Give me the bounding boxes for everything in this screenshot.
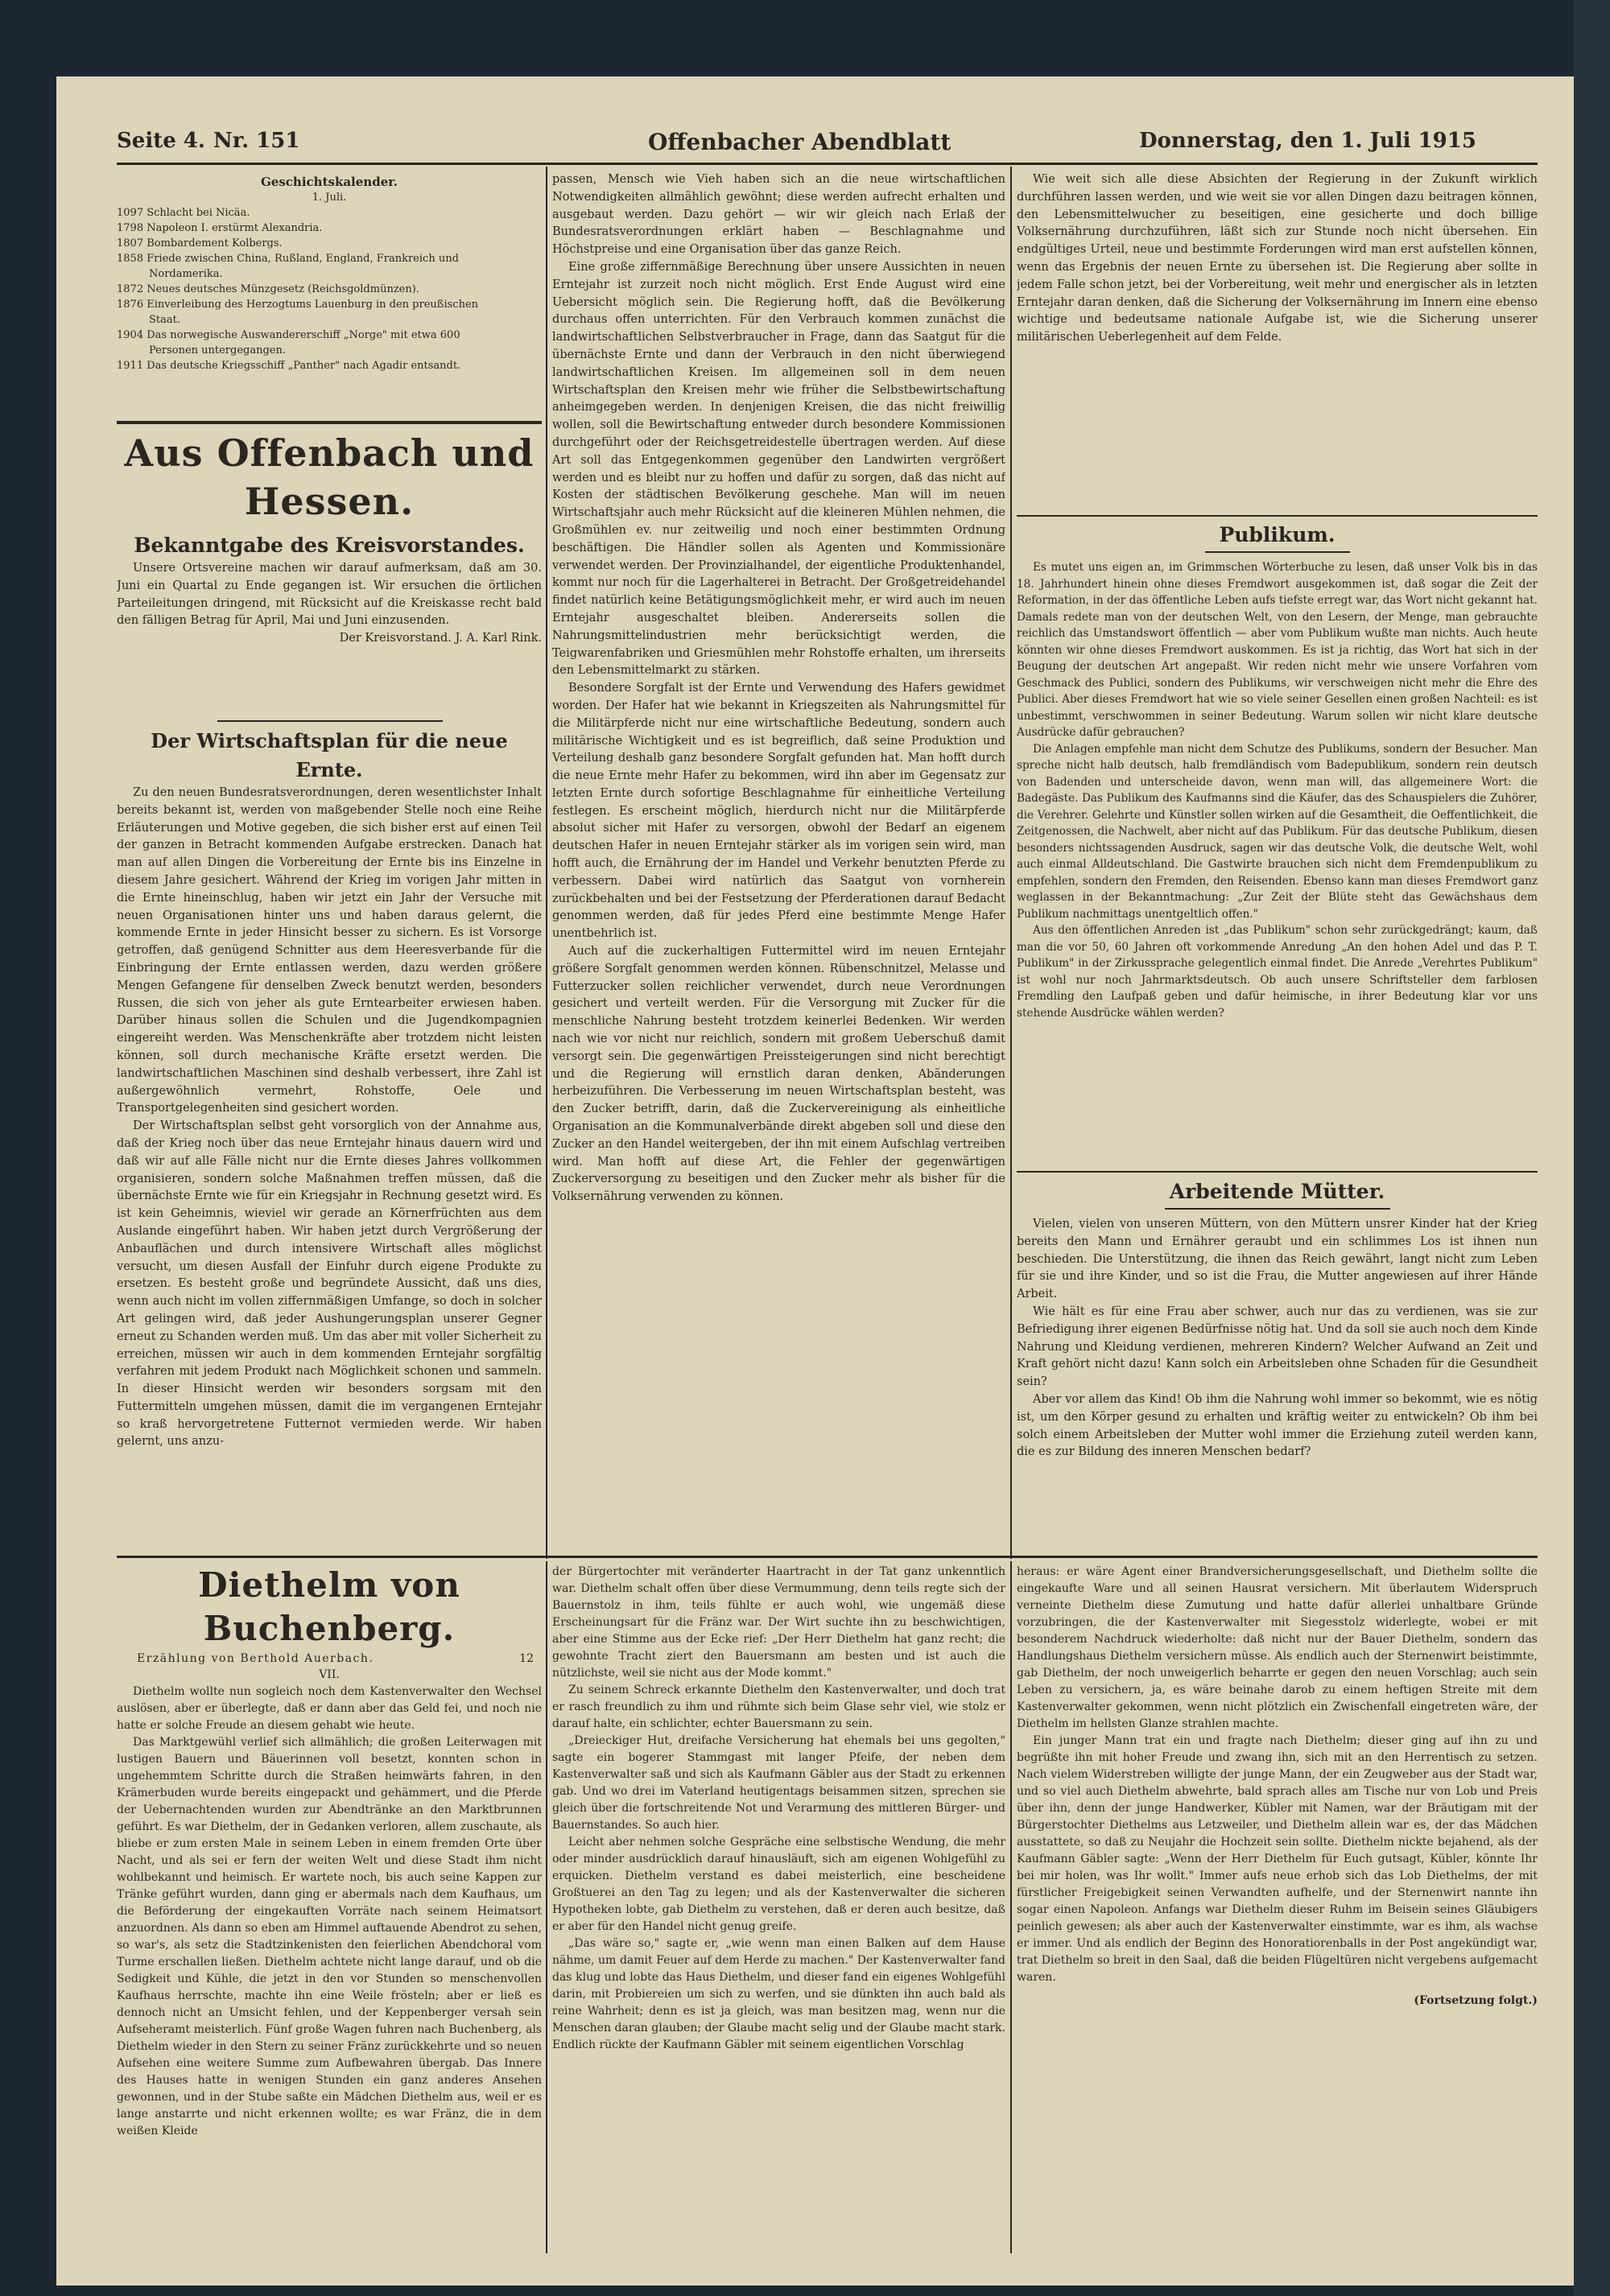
column-divider (1010, 1561, 1012, 2253)
article-paragraph: Der Wirtschaftsplan selbst geht vorsorglich von der Annahme aus, daß der Krieg noch über das neue Erntejahr hinaus dauern wird und daß wir auf alle Fälle nicht nur die Ernte dieses Jahres vollkommen organisieren, sondern solche Maßnahmen treffen müssen, daß die übernächste Ernte wie für ein Kriegsjahr in Rechnung gesetzt wird. Es ist kein Geheimnis, wieviel wir gerade an Körnerfrüchten aus dem Auslande eingeführt haben. Wir haben jetzt durch Vergrößerung der Anbauflächen und durch intensivere Wirtschaft alles möglichst versucht, um diesen Ausfall der Einfuhr durch eigene Produkte zu ersetzen. Es besteht große und begründete Aussicht, daß uns dies, wenn auch nicht im vollen ziffernmäßigen Umfange, so doch in solcher Art gelingen wird, daß jeder Aushungerungsplan unserer Gegner erneut zu Schanden werden muß. Um das aber mit voller Sicherheit zu erreichen, müssen wir auch in dem kommenden Erntejahr sorgfältig verfahren mit jedem Produkt nach Möglichkeit schonen und sammeln. In dieser Hinsicht werden wir besonders sorgsam mit den Futtermitteln umgehen müssen, damit die im vergangenen Erntejahr so kraß hervorgetretene Futternot vermieden werde. Wir haben gelernt, uns anzu- (117, 1119, 542, 1449)
serial-col1 (117, 1564, 542, 2272)
calendar-entry: Nordamerika. (149, 268, 223, 280)
article-paragraph: Vielen, vielen von unseren Müttern, von den Müttern unsrer Kinder hat der Krieg bereits den Mann und Ernährer geraubt und ein schlimmes Los ist ihnen nun beschieden. Die Unterstützung, die ihnen das Reich gewährt, langt nicht zum Leben für sie und ihre Kinder, und so ist die Frau, die Mutter angewiesen auf ihrer Hände Arbeit. (1017, 1218, 1538, 1301)
title-underline (1205, 551, 1350, 553)
column-divider (546, 1561, 547, 2253)
article-paragraph: Die Anlagen empfehle man nicht dem Schutze des Publikums, sondern der Besucher. Man spreche nicht halb deutsch, halb fremdländisch vom Badepublikum, sondern rein deutsch von Badenden und unterscheide davon, wenn man will, das allgemeinere Wort: die Badegäste. Das Publikum des Kaufmanns sind die Käufer, das des Schauspielers die Zuhörer, die Verehrer. Gelehrte und Künstler sollen wirken auf die Gesamtheit, die Oeffentlichkeit, die Zeitgenossen, die Nachwelt, aber nicht auf das Publikum. Für das deutsche Publikum, diesen besonders nichtssagenden Ausdruck, sagen wir das deutsche Volk, die deutsche Welt, wohl auch einmal Alldeutschland. Die Gastwirte brauchen sich nicht dem Fremdenpublikum zu empfehlen, sondern den Fremden, den Reisenden. Ebenso kann man dieses Fremdwort ganz weglassen in der Bekanntmachung: „Zur Zeit der Blüte steht das Gewächshaus dem Publikum nachmittags unentgeltlich offen." (1017, 742, 1538, 921)
calendar-entry: 1911 Das deutsche Kriegsschiff „Panther" nach Agadir entsandt. (117, 360, 461, 372)
calendar-entry: 1872 Neues deutsches Münzgesetz (Reichsgoldmünzen). (117, 283, 419, 295)
serial-col2 (552, 1564, 1005, 2272)
calendar-date: 1. Juli. (312, 192, 347, 204)
article-paragraph: Besondere Sorgfalt ist der Ernte und Verwendung des Hafers gewidmet worden. Der Hafer hat wie bekannt in Kriegszeiten als Nahrungsmittel für die Militärpferde nicht nur eine wirtschaftliche Bedeutung, sondern auch militärische Wichtigkeit und es ist begreiflich, daß seine Produktion und Verteilung deshalb ganz besondere Sorgfalt gefunden hat. Man hofft durch die neue Ernte mehr Hafer zu bekommen, wird ihn aber im Gegensatz zur letzten Ernte durch sofortige Beschlagnahme für einheitliche Verteilung festlegen. Es erscheint möglich, hierdurch nicht nur die Militärpferde absolut sicher mit Hafer zu versorgen, obwohl der Bedarf an eigenem deutschen Hafer in neuen Erntejahr stärker als im vorigen sein wird, man hofft auch, die Ernährung der im Handel und Verkehr benutzten Pferde zu verbessern. Dabei wird natürlich das Saatgut von vornherein zurückbehalten und bei der Festsetzung der Pferderationen darauf Bedacht genommen werden, daß für jedes Pferd eine bestimmte Menge Hafer unentbehrlich ist. (552, 682, 1005, 941)
publikum-title: Publikum. (1219, 523, 1335, 546)
calendar-entry: Personen untergegangen. (149, 344, 286, 357)
serial-paragraph: der Bürgertochter mit veränderter Haartracht in der Tat ganz unkenntlich war. Diethelm schalt offen über diese Vermummung, denn teils regte sich der Bauernstolz in ihm, teils fühlte er auch wohl, wie ungemäß diese Erscheinungsart für die Fränz war. Der Wirt suchte ihn zu beschwichtigen, aber eine Stimme aus der Ecke rief: „Der Herr Diethelm hat ganz recht; die gewohnte Tracht ziert den Bauersmann am besten und ist auch die nützlichste, weil sie nicht aus der Mode kommt." (552, 1565, 1005, 1680)
calendar-entry: 1858 Friede zwischen China, Rußland, England, Frankreich und (117, 253, 459, 265)
calendar-entry: Staat. (149, 314, 180, 326)
serial-paragraph: Zu seinem Schreck erkannte Diethelm den Kastenverwalter, und doch trat er rasch freundlich zu ihm und rühmte sich beim Glase sehr viel, wie stolz er darauf halte, ein schlichter, echter Bauersmann zu sein. (552, 1684, 1005, 1730)
article-paragraph: passen, Mensch wie Vieh haben sich an die neue wirtschaftlichen Notwendigkeiten allmählich gewöhnt; diese werden aufrecht erhalten und ausgebaut werden. Dazu gehört — wir wir gleich nach Erlaß der Bundesratsverordnungen erklärt haben — Beschlagnahme und Höchstpreise und eine Organisation über das ganze Reich. (552, 173, 1005, 257)
article-paragraph: Eine große ziffernmäßige Berechnung über unsere Aussichten in neuen Erntejahr ist zurzeit noch nicht möglich. Erst Ende August wird eine Uebersicht möglich sein. Die Regierung hofft, daß die Bevölkerung durchaus offen unterrichten. Für den Verbrauch kommen zunächst die landwirtschaftlichen Selbstverbraucher in Frage, dann das Saatgut für die übernächste Ernte und dann der Verbrauch in den nicht überwiegend landwirtschaftlichen Kreisen. Im allgemeinen soll in dem neuen Wirtschaftsplan den Kreisen mehr wie früher die Selbstbewirtschaftung anheimgegeben werden. In denjenigen Kreisen, die das nicht freiwillig wollen, soll die Bewirtschaftung entweder durch besondere Kommissionen durchgeführt oder der Reichsgetreidestelle übertragen werden. Auf diese Art soll das Entgegenkommen gegenüber den Landwirten vergrößert werden und es bleibt nur zu hoffen und dafür zu sorgen, daß das nicht auf Kosten der städtischen Bevölkerung geschehe. Man will im neuen Wirtschaftsjahr auch mehr Rücksicht auf die kleineren Mühlen nehmen, die Großmühlen ev. nur zeitweilig und noch einer bestimmten Ordnung beschäftigen. Die Händler sollen als Agenten und Kommissionäre verwendet werden. Der Provinzialhandel, der eigentliche Produktenhandel, kommt nur noch für die Lagerhalterei in Betracht. Der Großgetreidehandel findet natürlich keine Betätigungsmöglichkeit mehr, er wird auch im neuen Erntejahr ausgeschaltet bleiben. Andererseits sollen die Nahrungsmittelindustrien mehr berücksichtigt werden, die Teigwarenfabriken und Griesmühlen mehr Rohstoffe erhalten, um ihrerseits den Lebensmittelmarkt zu stärken. (552, 260, 1005, 678)
section-rule (117, 421, 542, 424)
calendar-entry: 1097 Schlacht bei Nicäa. (117, 207, 250, 219)
serial-col3 (1017, 1564, 1538, 2272)
calendar-entry: 1904 Das norwegische Auswandererschiff „Norge" mit etwa 600 (117, 329, 460, 341)
serial-paragraph: Leicht aber nehmen solche Gespräche eine selbstische Wendung, die mehr oder minder ausdrücklich darauf hinausläuft, sich am eigenen Wohlgefühl zu erquicken. Diethelm verstand es dabei meisterlich, eine bescheidene Großtuerei an den Tag zu legen; und als der Kastenverwalter die sicheren Hypotheken lobte, gab Diethelm zu verstehen, daß er deren auch besitze, daß er aber für den Handel nicht genug greife. (552, 1836, 1005, 1933)
short-rule (217, 720, 443, 722)
article-paragraph: Aus den öffentlichen Anreden ist „das Publikum" schon sehr zurückgedrängt; kaum, daß man die vor 50, 60 Jahren oft vorkommende Anredung „An den hohen Adel und das P. T. Publikum" in der Zirkussprache gelegentlich einmal findet. Die Anrede „Verehrtes Publikum" ist wohl nur noch Jahrmarktsdeutsch. Ob auch unsere Schriftsteller dem farblosen Fremdling den Laufpaß geben und dafür heimische, in ihrer Bedeutung klar vor uns stehende Ausdrücke wählen werden? (1017, 924, 1538, 1020)
issue-number: Nr. 151 (213, 129, 300, 153)
section-title: Aus Offenbach und Hessen. (124, 431, 535, 523)
serial-paragraph: Diethelm wollte nun sogleich noch dem Kastenverwalter den Wechsel auslösen, aber er überlegte, daß er dann aber das Geld fei, und noch nie hatte er solche Freude an diesem gehabt wie heute. (117, 1685, 542, 1732)
serial-paragraph: heraus: er wäre Agent einer Brandversicherungsgesellschaft, und Diethelm sollte die eingekaufte Ware und all seinen Hausrat versichern. Mit überlautem Widerspruch verneinte Diethelm diese Zumutung und hatte dafür allerlei unhaltbare Gründe vorzubringen, die der Kastenverwalter mit Siegesstolz widerlegte, wobei er mit besonderem Nachdruck wiederholte: daß nicht nur der Bauer Diethelm, sondern das Handlungshaus Diethelm versichern müsse. Als endlich auch der Sternenwirt beistimmte, gab Diethelm, der noch unweigerlich beharrte er gegen den neuen Vorschlag; auch sein Leben zu versichern, ja, es wäre beinahe darob zu einem heftigen Streite mit dem Kastenverwalter gekommen, wenn nicht plötzlich ein Zwischenfall eingetreten wäre, der Diethelm im hellsten Glanze strahlen machte. (1017, 1565, 1538, 1730)
serial-paragraph: „Dreieckiger Hut, dreifache Versicherung hat ehemals bei uns gegolten," sagte ein bogerer Stammgast mit langer Pfeife, der neben dem Kastenverwalter saß und sich als Kaufmann Gäbler aus der Stadt zu erkennen gab. Und wo drei im Vaterland heutigentags beisammen sitzen, sprechen sie gleich über die fortschreitende Not und Verarmung des mittleren Bürger- und Bauernstandes. So auch hier. (552, 1734, 1005, 1832)
article-paragraph: Zu den neuen Bundesratsverordnungen, deren wesentlichster Inhalt bereits bekannt ist, werden von maßgebender Stelle noch eine Reihe Erläuterungen und Motive gegeben, die sich bisher erst auf einen Teil der ganzen in Betracht kommenden Aufgabe erstrecken. Danach hat man auf allen Dingen die Vorbereitung der Ernte bis ins Einzelne in diesem Jahre gesichert. Während der Krieg im vorigen Jahr mitten in die Ernte hineinschlug, haben wir jetzt ein Jahr der Versuche mit neuen Organisationen hinter uns und haben daraus gelernt, die kommende Ernte in jeder Hinsicht besser zu sichern. Es ist Vorsorge getroffen, daß genügend Schnitter aus dem Heeresverbande für die Einbringung der Ernte entlassen werden, dazu werden größere Mengen Gefangene für denselben Zweck benutzt werden, besonders Russen, die sich von jeher als gute Erntearbeiter erwiesen haben. Darüber hinaus sollen die Schulen und die Jugendkompagnien eingereiht werden. Was Menschenkräfte aber trotzdem nicht leisten können, soll durch mechanische Kräfte ersetzt werden. Die landwirtschaftlichen Maschinen sind deshalb verbessert, ihre Zahl ist außergewöhnlich vermehrt, Rohstoffe, Oele und Transportgelegenheiten sind gesichert worden. (117, 786, 542, 1115)
mothers-title: Arbeitende Mütter. (1169, 1180, 1385, 1203)
newspaper-title: Offenbacher Abendblatt (648, 129, 952, 155)
local-section-header (117, 429, 542, 526)
article-paragraph: Es mutet uns eigen an, im Grimmschen Wörterbuche zu lesen, daß unser Volk bis in das 18. Jahrhundert hinein ohne dieses Fremdwort ausgekommen ist, daß sogar die Zeit der Reformation, in der das öffentliche Leben aufs tiefste erregt war, das Wort nicht gekannt hat. Damals redete man von der deutschen Welt, von den Lesern, der Menge, man gebrauchte reichlich das Umstandswort öffentlich — aber vom Publikum wußte man nichts. Auch heute könnten wir ohne dieses Fremdwort auskommen. Es ist ja richtig, das Wort hat sich in der Beugung der deutschen Art angepaßt. Wir reden nicht mehr wie unsere Vorfahren vom Geschmack des Publici, sondern des Publikums, wir verschweigen nicht mehr die Ehre des Publici. Aber dieses Fremdwort hat wie so viele seiner Gesellen einen großen Nachteil: es ist unbestimmt, verschwommen in seiner Bedeutung. Warum sollen wir nicht klare deutsche Ausdrücke dafür gebrauchen? (1017, 561, 1538, 739)
newspaper-page (56, 76, 1574, 2286)
mothers-article (1017, 1177, 1538, 1548)
calendar-entry: 1798 Napoleon I. erstürmt Alexandria. (117, 222, 323, 234)
article-rule (1017, 515, 1538, 517)
plan-title: Der Wirtschaftsplan für die neue Ernte. (151, 729, 508, 781)
article-paragraph: Wie hält es für eine Frau aber schwer, auch nur das zu verdienen, was sie zur Befriedigung ihrer eigenen Bedürfnisse nötig hat. Und da soll sie auch noch dem Kinde Nahrung und Kleidung verdienen, mehreren Kindern? Welcher Aufwand an Zeit und Kraft gehört nicht dazu! Kann solch ein Arbeitsleben ohne Schaden für die Gesundheit sein? (1017, 1305, 1538, 1389)
article-paragraph: Auch auf die zuckerhaltigen Futtermittel wird im neuen Erntejahr größere Sorgfalt genommen werden können. Rübenschnitzel, Melasse und Futterzucker sollen reichlicher verwendet, durch neue Verordnungen gesichert und verteilt werden. Für die Versorgung mit Zucker für die menschliche Nahrung besteht trotzdem keinerlei Bedenken. Wir werden nach wie vor nicht nur reichlich, sondern mit großem Ueberschuß damit versorgt sein. Die gegenwärtigen Preissteigerungen sind nicht berechtigt und die Regierung will ernstlich daran denken, Abänderungen herbeizuführen. Die Verbesserung im neuen Wirtschaftsplan besteht, was den Zucker betrifft, darin, daß die Zuckervereinigung als einheitliche Organisation an die Kommunalverbände direkt abgeben soll und diese den Zucker an den Handel weitergeben, der ihn mit einem Aufschlag vertreiben wird. Man hofft auf diese Art, die Fehler der gegenwärtigen Zuckerversorgung zu beseitigen und den Zucker mehr als bisher für die Volksernährung verwenden zu können. (552, 945, 1005, 1204)
serial-paragraph: Das Marktgewühl verlief sich allmählich; die großen Leiterwagen mit lustigen Bauern und Bäuerinnen voll besetzt, konnten schon in ungehemmtem Schritte durch die Straßen heimwärts fahren, in den Krämerbuden wurde bereits eingepackt und gehämmert, und die Pferde der Uebernachtenden wurden zur Abendtränke an den Marktbrunnen geführt. Es war Diethelm, der in Gedanken verloren, allem zuschaute, als bliebe er zum ersten Male in seinem Leben in einem fremden Orte über Nacht, und als sei er fern der weiten Welt und diese Stadt ihm nicht wohlbekannt und heimisch. Er wartete noch, bis auch seine Kappen zur Tränke geführt wurden, dann ging er abermals nach dem Kaufhaus, um die Beförderung der eingekauften Vorräte nach seinem Heimatsort anzuordnen. Als dann so eben am Himmel auftauende Abendrot zu sehen, so war's, als setz die Stadtzinkenisten den feierlichen Abendchoral vom Turme erschallen ließen. Diethelm achtete nicht lange darauf, und ob die Sedigkeit und Kühle, die jetzt in den vor Stunden so menschenvollen Kaufhaus herrschte, machte ihn eine Weile frösteln; aber er ließ es dennoch nicht an Umsicht fehlen, und der Keppenberger versah sein Aufseheramt meisterlich. Fünf große Wagen fuhren nach Buchenberg, als Diethelm wieder in den Stern zu seiner Fränz zurückkehrte und so neuen Aufsehen eine weitere Summe zum Aufbewahren übergab. Das Innere des Hauses hatte in wenigen Stunden ein ganz anderes Ansehen gewonnen, und in der Stube saßte ein Mädchen Diethelm aus, weil er es lange anstarrte und nicht erkennen wollte; es war Fränz, die in dem weißen Kleide (117, 1736, 542, 2137)
calendar-title: Geschichtskalender. (261, 175, 398, 189)
notice-signature: Der Kreisvorstand. J. A. Karl Rink. (339, 632, 542, 645)
plan-article-col1 (117, 727, 542, 1546)
issue-date: Donnerstag, den 1. Juli 1915 (1139, 129, 1476, 153)
notice-text: Unsere Ortsvereine machen wir darauf aufmerksam, daß am 30. Juni ein Quartal zu Ende gegangen ist. Wir ersuchen die örtlichen Parteileitungen dringend, mit Rücksicht auf die Kreiskasse recht bald den fälligen Betrag für April, Mai und Juni einzusenden. (117, 562, 542, 628)
calendar-entry: 1807 Bombardement Kolbergs. (117, 237, 283, 249)
plan-article-col3 (1017, 171, 1538, 517)
serial-chapter: VII. (319, 1668, 340, 1681)
article-paragraph: Wie weit sich alle diese Absichten der Regierung in der Zukunft wirklich durchführen lassen werden, und wie weit sie vor allen Dingen dazu beitragen können, den Lebensmittelwucher zu beseitigen, eine gesicherte und doch billige Volksernährung durchzuführen, läßt sich zur Stunde noch nicht übersehen. Ein endgültiges Urteil, neue und bestimmte Forderungen wird man erst aufstellen können, wenn das Ergebnis der neuen Ernte zu übersehen ist. Die Regierung aber sollte in jedem Falle schon jetzt, bei der Vorbereitung, weit mehr und energischer als in letzten Erntejahr daran denken, daß die Sicherung der Volksernährung im Innern eine ebenso wichtige und bedeutsame nationale Aufgabe ist, wie die Sicherung unserer militärischen Ueberlegenheit auf dem Felde. (1017, 173, 1538, 344)
page-number: Seite 4. (117, 129, 205, 153)
notice-title: Bekanntgabe des Kreisvorstandes. (134, 534, 525, 557)
serial-paragraph: Ein junger Mann trat ein und fragte nach Diethelm; dieser ging auf ihn zu und begrüßte ihn mit hoher Freude und zwang ihn, sich mit an den Herrentisch zu setzen. Nach vielem Widerstreben willigte der junge Mann, der ein Zeugweber aus der Stadt war, und so viel auch Diethelm abwehrte, bald sprach alles am Tische nur von Lob und Preis über ihn, denn der junge Handwerker, Kübler mit Namen, war der Bräutigam mit der Bürgerstochter Diethelms aus Letzweiler, und Diethelm allein war es, der das Mädchen ausstattete, so daß zu Neujahr die Hochzeit sein sollte. Diethelm nickte bejahend, als der Kaufmann Gäbler sagte: „Wenn der Herr Diethelm für Euch gutsagt, Kübler, könnte Ihr bei mir holen, was Ihr wollt." Immer aufs neue erhob sich das Lob Diethelms, der mit fürstlicher Freigebigkeit seinen Verwandten aufhelfe, und der Sternenwirt nannte ihn sogar einen Napoleon. Anfangs war Diethelm dieser Ruhm im Beisein seines Gläubigers peinlich gewesen; als aber auch der Kastenverwalter einstimmte, war es ihm, als wachse er immer. Und als endlich der Beginn des Honoratiorenballs in der Post angekündigt war, trat Diethelm so breit in den Saal, daß die beiden Flügeltüren nicht vergebens aufgemacht waren. (1017, 1734, 1538, 1984)
plan-article-col2 (552, 171, 1005, 1546)
masthead-rule (117, 163, 1538, 165)
column-divider (546, 167, 547, 1559)
history-calendar (117, 175, 542, 420)
article-paragraph: Aber vor allem das Kind! Ob ihm die Nahrung wohl immer so bekommt, wie es nötig ist, um den Körper gesund zu erhalten und kräftig weiter zu entwickeln? Ob ihm bei solch einem Arbeitsleben der Mutter wohl immer die Erziehung zuteil werden kann, die es zur Bildung des inneren Menschen bedarf? (1017, 1392, 1538, 1459)
scan-background (0, 0, 1610, 76)
article-rule (1017, 1171, 1538, 1173)
serial-byline: Erzählung von Berthold Auerbach. (137, 1652, 374, 1665)
title-underline (1165, 1208, 1390, 1210)
feuilleton-rule (117, 1556, 1538, 1558)
book-binding-edge (1574, 0, 1610, 2296)
serial-title: Diethelm von Buchenberg. (198, 1565, 460, 1648)
notice-article (117, 531, 542, 716)
serial-installment-number: 12 (519, 1652, 534, 1665)
column-divider (1010, 167, 1012, 1559)
serial-paragraph: „Das wäre so," sagte er, „wie wenn man einen Balken auf dem Hause nähme, um damit Feuer auf dem Herde zu machen." Der Kastenverwalter fand das klug und lobte das Haus Diethelm, und dieser fand ein eigenes Wohlgefühl darin, mit Probiereien um sich zu werfen, und sie dünkten ihn auch bald als reine Wahrheit; denn es ist ja gleich, was man besitzen mag, wenn nur die Menschen daran glauben; der Glaube macht selig und der Glaube macht stark. Endlich rückte der Kaufmann Gäbler mit seinem eigentlichen Vorschlag (552, 1937, 1005, 2051)
publikum-article (1017, 521, 1538, 1171)
calendar-entry: 1876 Einverleibung des Herzogtums Lauenburg in den preußischen (117, 299, 479, 311)
continued-note: (Fortsetzung folgt.) (1414, 1994, 1538, 2007)
